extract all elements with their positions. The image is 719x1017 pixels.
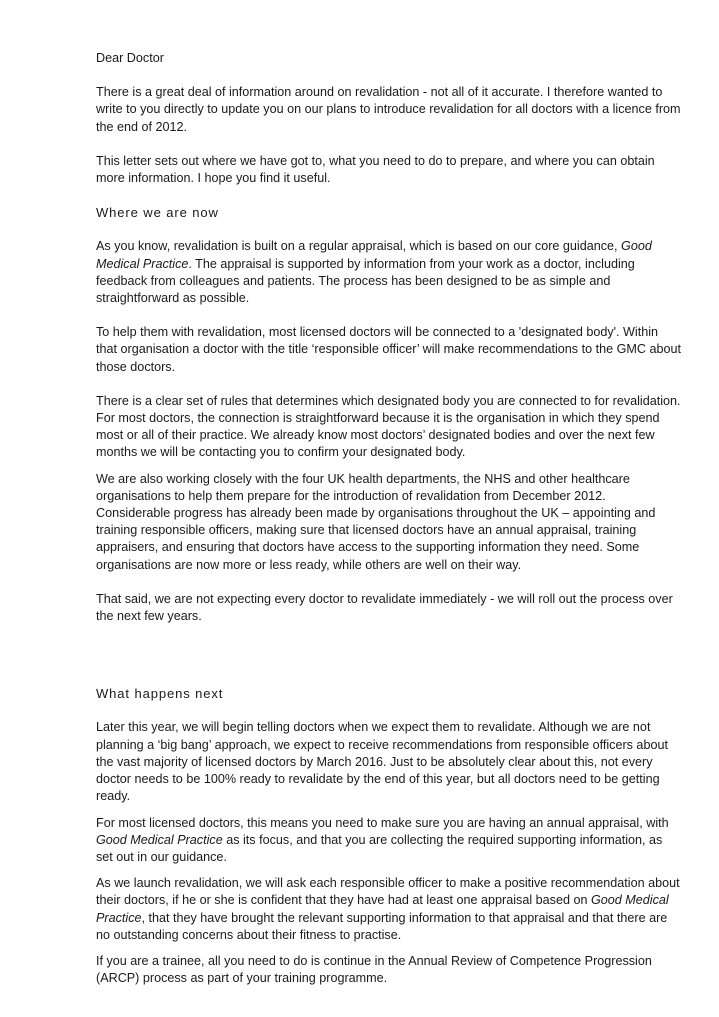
- good-medical-practice-title: Good Medical Practice: [96, 832, 223, 847]
- good-medical-practice-title: Good Medical Practice: [96, 239, 652, 271]
- section-1-paragraph-2: To help them with revalidation, most licensed doctors will be connected to a 'designated body'. Within that organisation a doctor with the title ‘responsible officer’ will make recommendations to the GMC about those doctors.: [96, 325, 681, 374]
- section-2-paragraph-4: If you are a trainee, all you need to do is continue in the Annual Review of Competence Progression (ARCP) process as part of your training programme.: [96, 953, 652, 986]
- intro-paragraph-1: There is a great deal of information around on revalidation - not all of it accurate. I therefore wanted to write to you directly to update you on our plans to introduce revalidation for all doctors with a licence from the end of 2012.: [96, 85, 681, 134]
- section-2-paragraph-3: As we launch revalidation, we will ask each responsible officer to make a positive recommendation about their doctors, if he or she is confident that they have had at least one appraisal based on Good Medical Practice, that they have brought the relevant supporting information to that appraisal and that there are no outstanding concerns about their fitness to practise.: [96, 876, 680, 942]
- section-heading-where-we-are-now: Where we are now: [96, 205, 219, 221]
- section-2-paragraph-2: For most licensed doctors, this means you need to make sure you are having an annual appraisal, with Good Medical Practice as its focus, and that you are collecting the required supporting information, as set out in our guidance.: [96, 815, 669, 864]
- section-1-paragraph-1: As you know, revalidation is built on a regular appraisal, which is based on our core guidance, Good Medical Practice. The appraisal is supported by information from your work as a doctor, including feedback from colleagues and patients. The process has been designed to be as simple and straightforward as possible.: [96, 239, 652, 306]
- salutation: Dear Doctor: [96, 51, 164, 65]
- section-1-paragraph-5: That said, we are not expecting every doctor to revalidate immediately - we will roll out the process over the next few years.: [96, 591, 673, 624]
- good-medical-practice-title: Good Medical Practice: [96, 893, 669, 925]
- section-heading-what-happens-next: What happens next: [96, 686, 224, 702]
- intro-paragraph-2: This letter sets out where we have got to, what you need to do to prepare, and where you can obtain more information. I hope you find it useful.: [96, 153, 655, 186]
- section-1-paragraph-4: We are also working closely with the four UK health departments, the NHS and other healthcare organisations to help them prepare for the introduction of revalidation from December 2012. Considerable progress has already been made by organisations throughout the UK – appointing and training responsible officers, making sure that licensed doctors have an annual appraisal, training appraisers, and ensuring that doctors have access to the supporting information they need. Some organisations are now more or less ready, while others are well on their way.: [96, 471, 656, 572]
- section-spacer: [96, 642, 681, 685]
- letter-page: [96, 50, 681, 1004]
- section-1-paragraph-3: There is a clear set of rules that determines which designated body you are connected to for revalidation. For most doctors, the connection is straightforward because it is the organisation in which they spend most or all of their practice. We already know most doctors’ designated bodies and over the next few months we will be contacting you to confirm your designated body.: [96, 393, 681, 460]
- section-2-paragraph-1: Later this year, we will begin telling doctors when we expect them to revalidate. Although we are not planning a ‘big bang’ approach, we expect to receive recommendations from responsible officers about the vast majority of licensed doctors by March 2016. Just to be absolutely clear about this, not every doctor needs to be 100% ready to revalidate by the end of this year, but all doctors need to be getting ready.: [96, 720, 668, 804]
